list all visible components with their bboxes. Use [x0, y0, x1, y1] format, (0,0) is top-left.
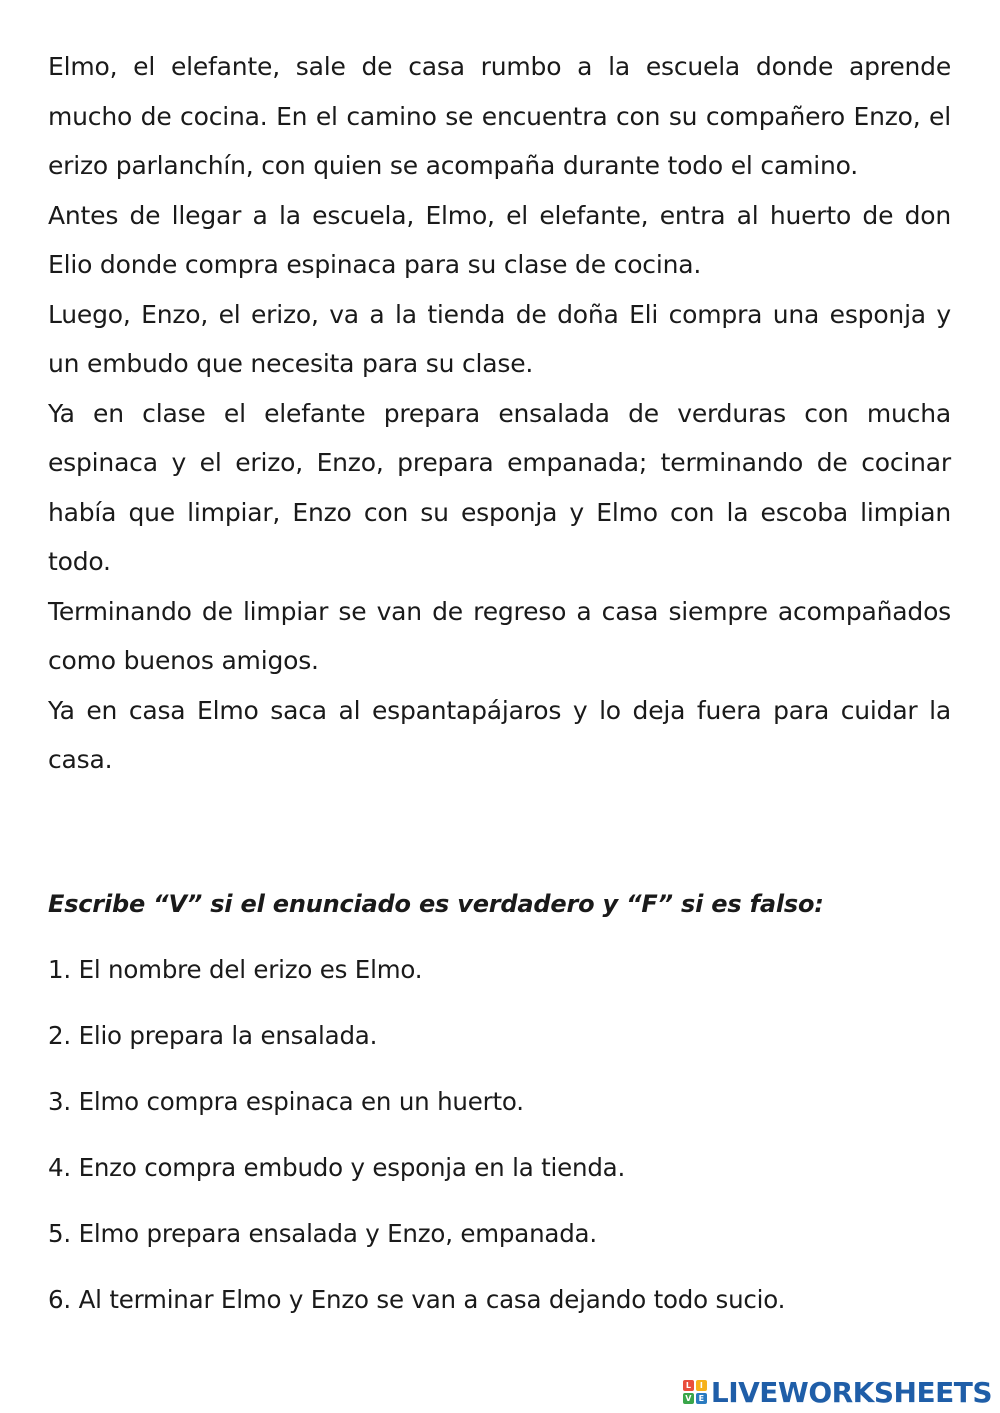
logo-letter: I: [696, 1380, 707, 1391]
story-paragraph-2: Antes de llegar a la escuela, Elmo, el elefante, entra al huerto de don Elio donde compra espinaca para su clase de cocina.: [48, 200, 951, 279]
logo-letter: V: [683, 1393, 694, 1404]
statement-list: [48, 950, 951, 1346]
logo-letter: L: [683, 1380, 694, 1391]
story-paragraph-3: Luego, Enzo, el erizo, va a la tienda de doña Eli compra una esponja y un embudo que necesita para su clase.: [48, 299, 951, 378]
story-text: [48, 42, 951, 785]
exercise-instruction: Escribe “V” si el enunciado es verdadero y “F” si es falso:: [48, 890, 824, 918]
logo-mark-icon: [683, 1380, 707, 1404]
statement-item-1: 1. El nombre del erizo es Elmo.: [48, 955, 423, 984]
statement-item-6: 6. Al terminar Elmo y Enzo se van a casa dejando todo sucio.: [48, 1285, 786, 1314]
statement-item-5: 5. Elmo prepara ensalada y Enzo, empanada.: [48, 1219, 597, 1248]
story-paragraph-6: Ya en casa Elmo saca al espantapájaros y lo deja fuera para cuidar la casa.: [48, 695, 951, 774]
statement-item-3: 3. Elmo compra espinaca en un huerto.: [48, 1087, 524, 1116]
story-paragraph-1: Elmo, el elefante, sale de casa rumbo a la escuela donde aprende mucho de cocina. En el camino se encuentra con su compañero Enzo, el erizo parlanchín, con quien se acompaña durante todo el camino.: [48, 52, 951, 180]
story-paragraph-5: Terminando de limpiar se van de regreso a casa siempre acompañados como buenos amigos.: [48, 596, 951, 675]
statement-item-2: 2. Elio prepara la ensalada.: [48, 1021, 378, 1050]
statement-item-4: 4. Enzo compra embudo y esponja en la tienda.: [48, 1153, 626, 1182]
story-paragraph-4: Ya en clase el elefante prepara ensalada de verduras con mucha espinaca y el erizo, Enzo, prepara empanada; terminando de cocinar había que limpiar, Enzo con su esponja y Elmo con la escoba limpian todo.: [48, 398, 951, 576]
logo-wordmark: LIVEWORKSHEETS: [710, 1375, 992, 1409]
liveworksheets-logo: [683, 1374, 992, 1410]
logo-letter: E: [696, 1393, 707, 1404]
